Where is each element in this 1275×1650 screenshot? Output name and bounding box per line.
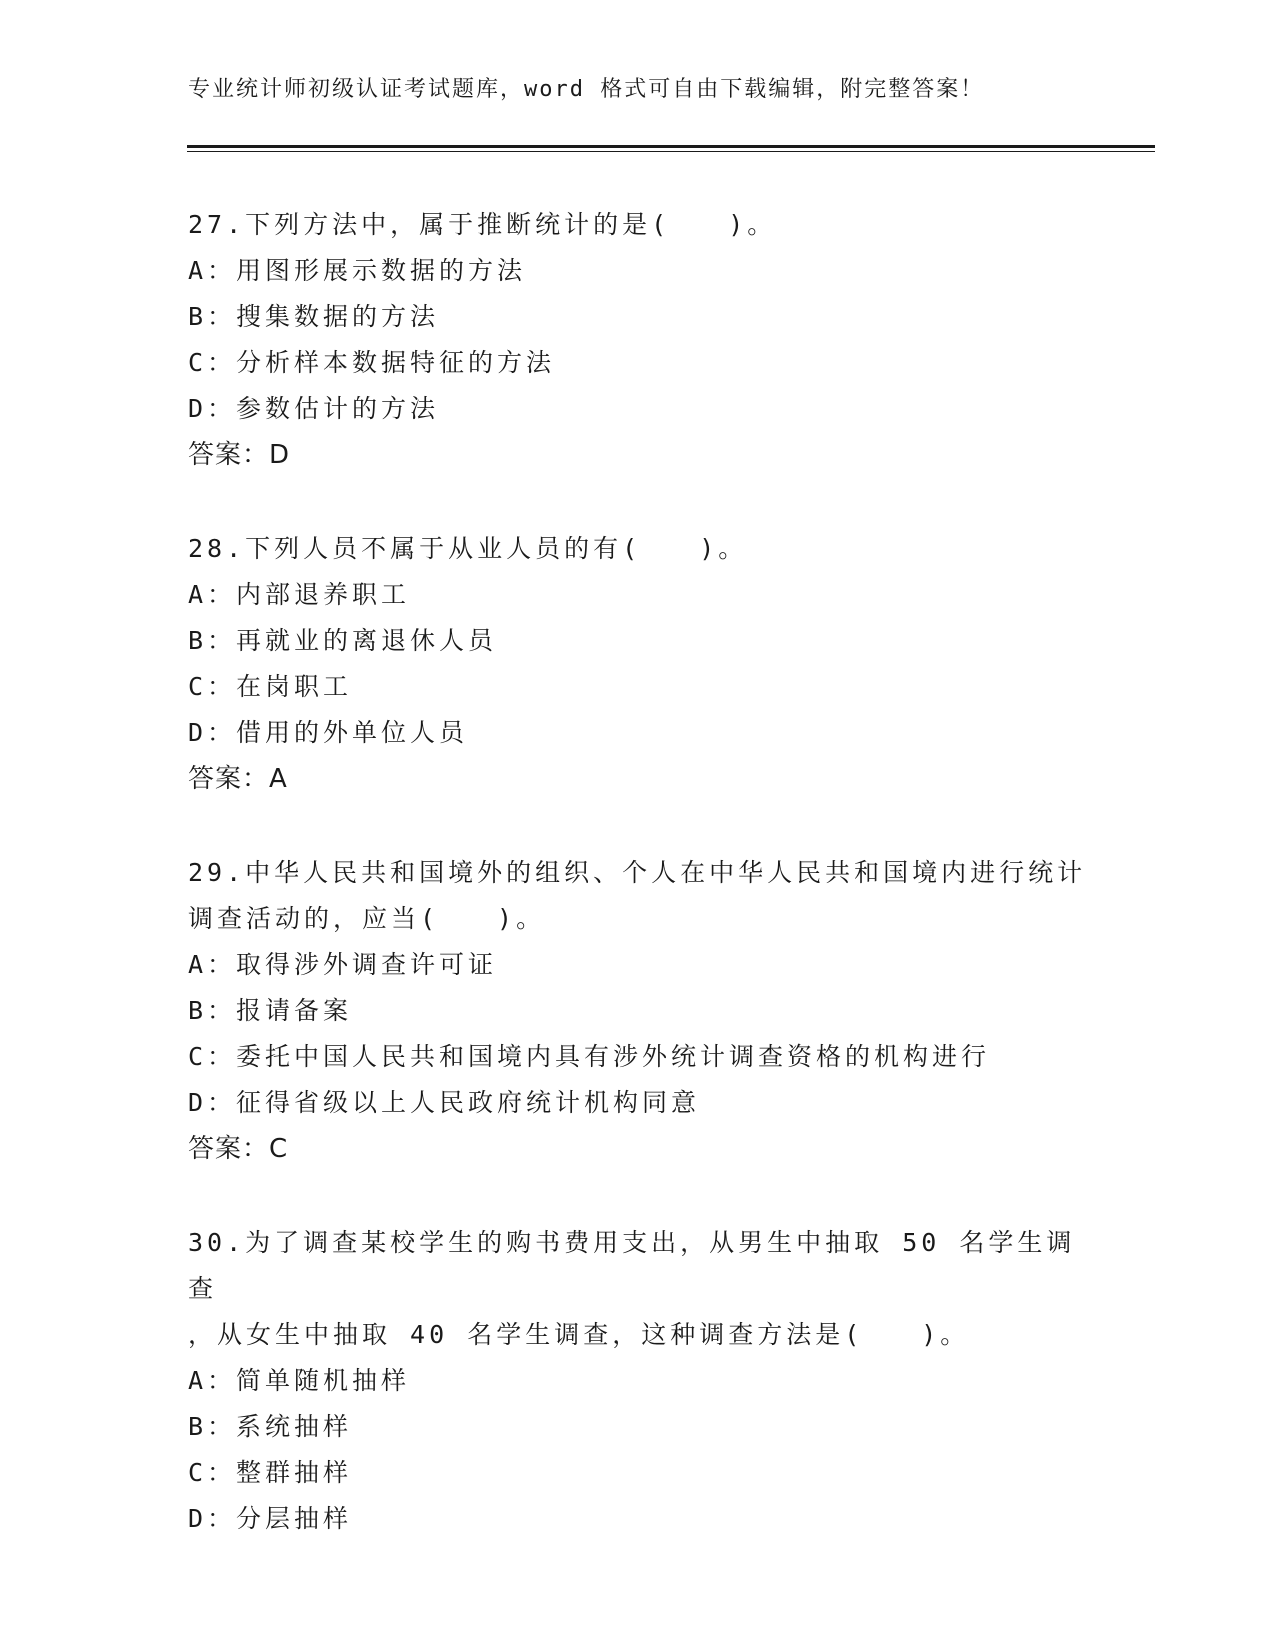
answer-label: 答案：A [188,764,288,794]
option-d: D：征得省级以上人民政府统计机构同意 [188,1088,701,1117]
document-header: 专业统计师初级认证考试题库，word 格式可自由下载编辑，附完整答案！ [188,77,985,102]
option-a: A：取得涉外调查许可证 [188,950,498,979]
option-b: B：系统抽样 [188,1412,353,1441]
option-c: C：整群抽样 [188,1458,353,1487]
option-a: A：内部退养职工 [188,580,411,609]
question-stem-line-2: ，从女生中抽取 40 名学生调查，这种调查方法是( )。 [188,1320,970,1349]
answer-label: 答案：C [188,1134,289,1164]
header-divider-thick [187,145,1155,148]
option-a: A：用图形展示数据的方法 [188,256,527,285]
option-d: D：分层抽样 [188,1504,353,1533]
question-27 [188,202,1088,478]
question-28 [188,526,1088,802]
question-stem-line-1: 30.为了调查某校学生的购书费用支出，从男生中抽取 50 名学生调查 [188,1228,1076,1303]
option-b: B：搜集数据的方法 [188,302,440,331]
option-c: C：委托中国人民共和国境内具有涉外统计调查资格的机构进行 [188,1042,991,1071]
option-a: A：简单随机抽样 [188,1366,411,1395]
option-b: B：再就业的离退休人员 [188,626,498,655]
question-list [188,202,1088,1590]
question-30 [188,1220,1088,1542]
option-d: D：参数估计的方法 [188,394,440,423]
question-stem: 28.下列人员不属于从业人员的有( )。 [188,534,748,563]
question-stem-line-1: 29.中华人民共和国境外的组织、个人在中华人民共和国境内进行统计 [188,858,1087,887]
option-d: D：借用的外单位人员 [188,718,469,747]
option-c: C：在岗职工 [188,672,353,701]
option-b: B：报请备案 [188,996,353,1025]
question-29 [188,850,1088,1172]
question-stem: 27.下列方法中，属于推断统计的是( )。 [188,210,777,239]
header-divider-thin [187,151,1155,152]
question-stem-line-2: 调查活动的，应当( )。 [188,904,546,933]
answer-label: 答案：D [188,440,291,470]
option-c: C：分析样本数据特征的方法 [188,348,556,377]
